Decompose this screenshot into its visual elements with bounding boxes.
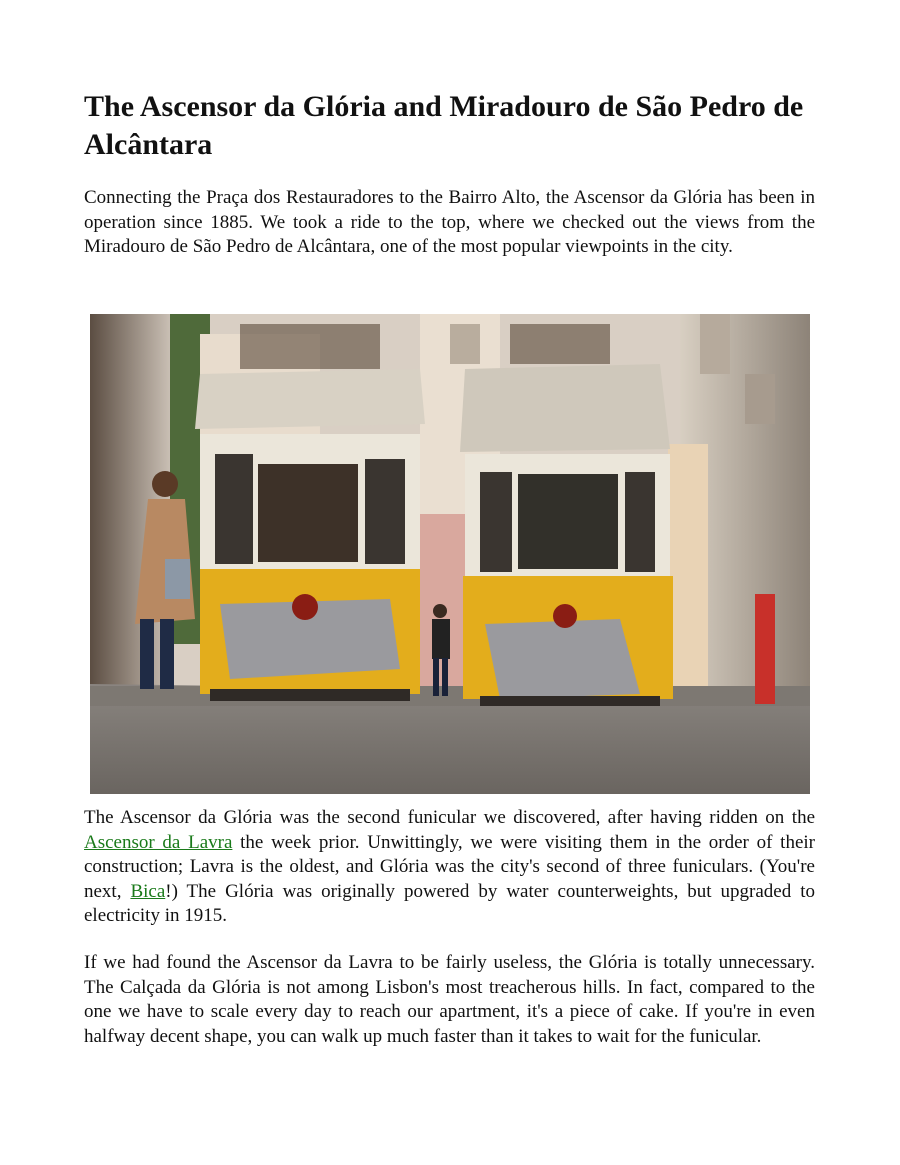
comparison-paragraph: If we had found the Ascensor da Lavra to be fairly useless, the Glória is totally unnecessary. The Calçada da Glória is not among Lisbon's most treacherous hills. In fact, compared to the one we have to scale every day to reach our apartment, it's a piece of cake. If you're in even halfway decent shape, you can walk up much faster than it takes to wait for the funicular. — [84, 952, 815, 1047]
p2-text-1: The Ascensor da Glória was the second funicular we discovered, after having ridden on the — [84, 807, 815, 828]
funicular-photo — [90, 314, 810, 794]
right-tram — [460, 324, 673, 706]
intro-paragraph: Connecting the Praça dos Restauradores to the Bairro Alto, the Ascensor da Glória has been in operation since 1885. We took a ride to the top, where we checked out the views from the Miradouro de São Pedro de Alcântara, one of the most popular viewpoints in the city. — [84, 187, 815, 257]
page-title: The Ascensor da Glória and Miradouro de São Pedro de Alcântara — [84, 90, 804, 161]
bica-link[interactable]: Bica — [130, 880, 166, 902]
ascensor-da-lavra-link[interactable]: Ascensor da Lavra — [84, 831, 233, 853]
funicular-history-paragraph — [84, 806, 815, 929]
p2-text-2: the week prior. Unwittingly, we were visiting them in the order of their construction; Lavra is the oldest, and Glória was the city's second of three funiculars. (You're next, — [84, 831, 815, 902]
p2-text-3: !) The Glória was originally powered by water counterweights, but upgraded to electricity in 1915. — [84, 880, 815, 926]
left-tram — [195, 324, 425, 701]
hydrant — [755, 594, 775, 704]
